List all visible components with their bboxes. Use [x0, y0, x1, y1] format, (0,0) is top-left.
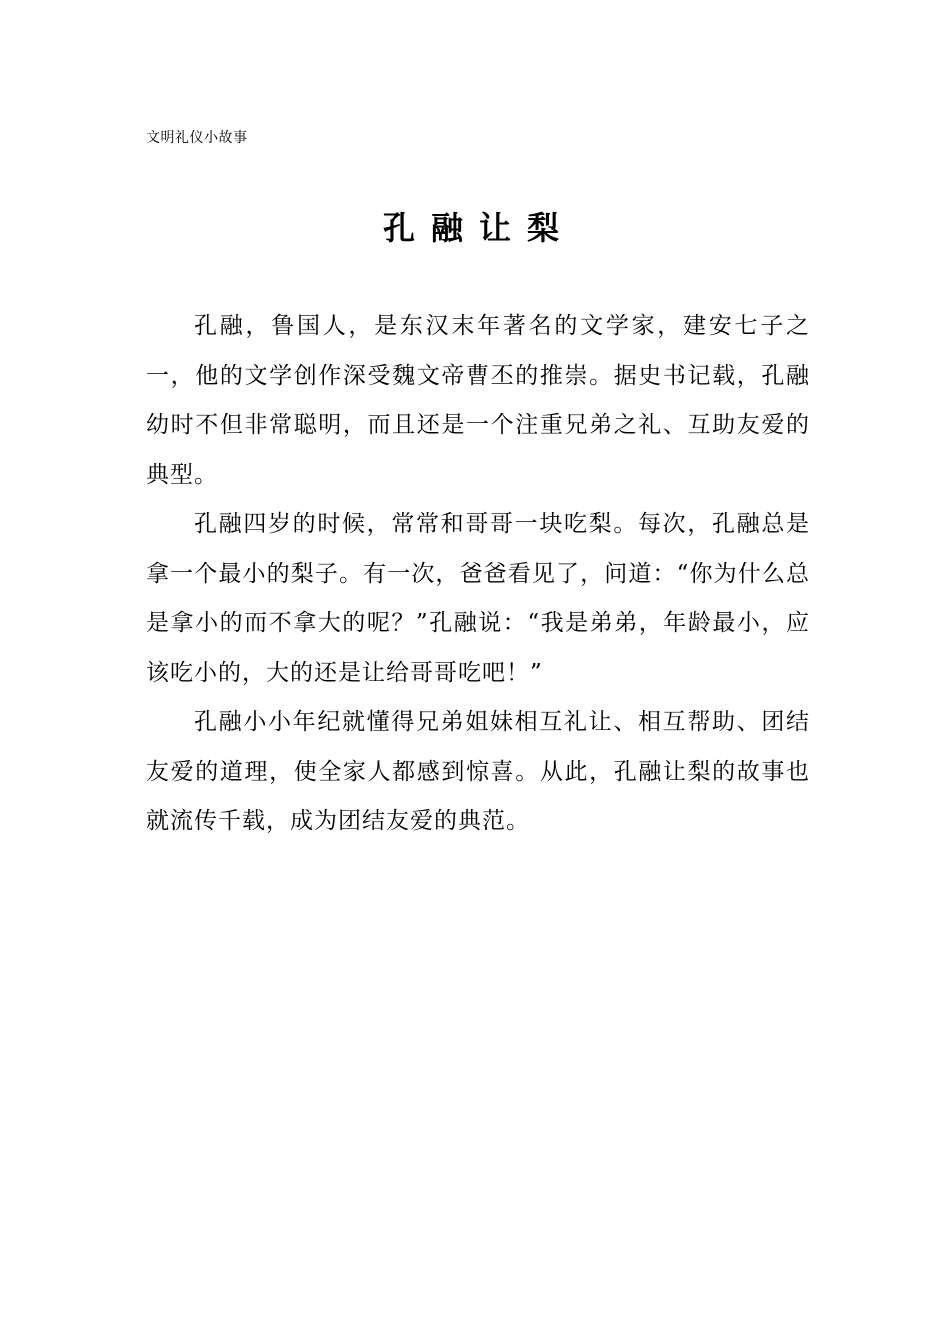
- paragraph-1: 孔融，鲁国人，是东汉末年著名的文学家，建安七子之一，他的文学创作深受魏文帝曹丕的推崇。据史书记载，孔融幼时不但非常聪明，而且还是一个注重兄弟之礼、互助友爱的典型。: [146, 313, 810, 488]
- header-label: 文明礼仪小故事: [146, 130, 248, 146]
- page-title: 孔融让梨: [382, 209, 575, 247]
- story-body: [146, 302, 810, 847]
- paragraph-3: 孔融小小年纪就懂得兄弟姐妹相互礼让、相互帮助、团结友爱的道理，使全家人都感到惊喜。从此，孔融让梨的故事也就流传千载，成为团结友爱的典范。: [146, 709, 810, 834]
- paragraph-2: 孔融四岁的时候，常常和哥哥一块吃梨。每次，孔融总是拿一个最小的梨子。有一次，爸爸看见了，问道：“你为什么总是拿小的而不拿大的呢？”孔融说：“我是弟弟，年龄最小，应该吃小的，大的还是让给哥哥吃吧！”: [146, 511, 810, 686]
